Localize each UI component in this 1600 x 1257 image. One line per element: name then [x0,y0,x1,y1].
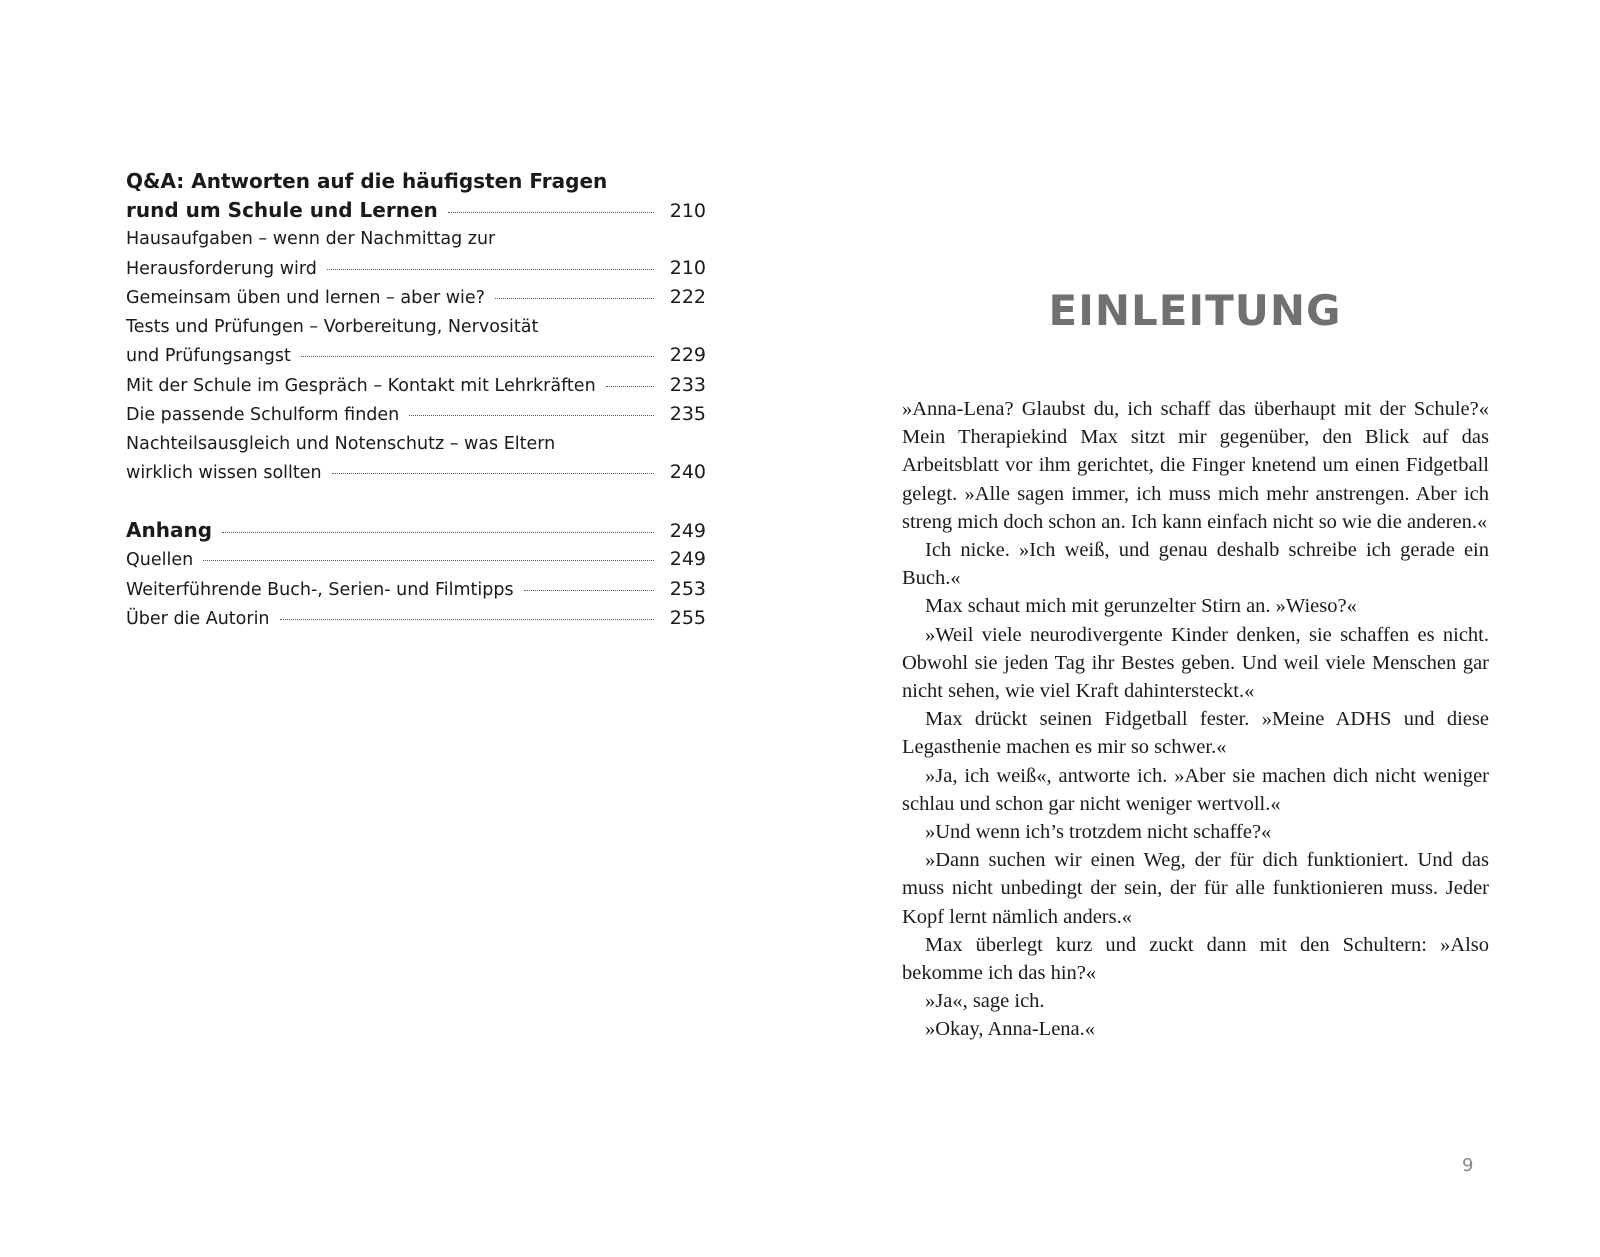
toc-page-number: 249 [669,548,706,570]
toc-entry[interactable] [126,225,706,283]
toc-page-number: 235 [669,403,706,425]
body-paragraph: »Anna-Lena? Glaubst du, ich schaff das überhaupt mit der Schule?« Mein Therapiekind Max sitzt mir gegenüber, den Blick auf das Arbeitsblatt vor ihm gerichtet, die Finger knetend um einen Fidgetball gelegt. »Alle sagen immer, ich muss mich mehr anstrengen. Aber ich streng mich doch schon an. Ich kann einfach nicht so wie die anderen.« [902,398,1489,533]
dot-leader [301,356,654,357]
toc-section-appendix [126,516,706,634]
dot-leader [280,619,654,620]
chapter-body [902,395,1489,1044]
toc-page-number: 253 [669,577,706,600]
toc-entry-title-line: Quellen [126,550,194,570]
body-paragraph: »Weil viele neurodivergente Kinder denken, sie schaffen es nicht. Obwohl sie jeden Tag ihr Bestes geben. Und weil viele Menschen gar nicht sehen, wie viel Kraft dahintersteckt.« [902,623,1489,703]
toc-entry-title-line: Anhang [126,517,213,542]
toc-page-number: 229 [669,344,706,366]
toc-page-number: 210 [669,199,706,222]
toc-entry[interactable] [126,545,706,575]
body-paragraph: Max überlegt kurz und zuckt dann mit den Schultern: »Also bekomme ich das hin?« [902,933,1489,985]
dot-leader [524,590,654,591]
toc-page-number: 233 [669,373,706,396]
toc-entry[interactable] [126,283,706,313]
body-paragraph: Max schaut mich mit gerunzelter Stirn an. »Wieso?« [925,595,1357,618]
toc-entry[interactable] [126,167,706,225]
toc-entry[interactable] [126,575,706,605]
toc-page-number: 249 [669,519,706,542]
toc-entry[interactable] [126,313,706,371]
toc-section-qa [126,167,706,488]
toc-entry-title-line: Über die Autorin [126,609,270,629]
toc-entry[interactable] [126,371,706,401]
dot-leader [332,473,654,474]
dot-leader [606,386,654,387]
dot-leader [222,532,654,533]
table-of-contents [126,167,706,634]
toc-entry-title-line: Gemeinsam üben und lernen – aber wie? [126,288,485,308]
toc-entry-title-line: Herausforderung wird [126,258,317,279]
toc-page-number: 210 [669,256,706,279]
toc-entry-title-line: Hausaufgaben – wenn der Nachmittag zur [126,229,496,249]
body-paragraph: »Und wenn ich’s trotzdem nicht schaffe?« [925,821,1272,844]
toc-entry-title-line: Weiterführende Buch-, Serien- und Filmtipps [126,579,514,600]
body-paragraph: »Dann suchen wir einen Weg, der für dich funktioniert. Und das muss nicht unbedingt der sein, der für alle funktionieren muss. Jeder Kopf lernt nämlich anders.« [902,849,1489,928]
toc-entry-title-line: Q&A: Antworten auf die häufigsten Fragen [126,169,608,193]
toc-entry[interactable] [126,516,706,546]
toc-entry-title-line: und Prüfungsangst [126,346,291,366]
dot-leader [327,269,654,270]
toc-entry-title-line: Tests und Prüfungen – Vorbereitung, Nervosität [126,316,539,337]
toc-entry-title-line: rund um Schule und Lernen [126,197,438,222]
body-paragraph: Max drückt seinen Fidgetball fester. »Meine ADHS und diese Legasthenie machen es mir so schwer.« [902,708,1489,759]
dot-leader [409,415,654,416]
dot-leader [495,298,654,299]
body-paragraph: »Ja«, sage ich. [925,990,1045,1013]
toc-entry-title-line: Die passende Schulform finden [126,405,400,425]
toc-entry-title-line: Mit der Schule im Gespräch – Kontakt mit Lehrkräften [126,375,596,396]
body-paragraph: »Ja, ich weiß«, antworte ich. »Aber sie machen dich nicht weniger schlau und schon gar nicht weniger wertvoll.« [902,764,1489,815]
dot-leader [203,560,654,561]
toc-entry[interactable] [126,400,706,430]
toc-entry[interactable] [126,604,706,634]
dot-leader [448,212,654,213]
body-paragraph: Ich nicke. »Ich weiß, und genau deshalb schreibe ich gerade ein Buch.« [902,539,1489,590]
toc-entry-title-line: wirklich wissen sollten [126,463,322,483]
toc-entry-title-line: Nachteilsausgleich und Notenschutz – was Eltern [126,433,556,454]
toc-page-number: 255 [669,607,706,629]
page-number: 9 [1462,1155,1474,1176]
toc-page-number: 222 [669,286,706,308]
body-paragraph: »Okay, Anna-Lena.« [925,1018,1096,1041]
toc-page-number: 240 [669,461,706,483]
chapter-title: EINLEITUNG [1048,286,1342,335]
toc-entry[interactable] [126,430,706,488]
